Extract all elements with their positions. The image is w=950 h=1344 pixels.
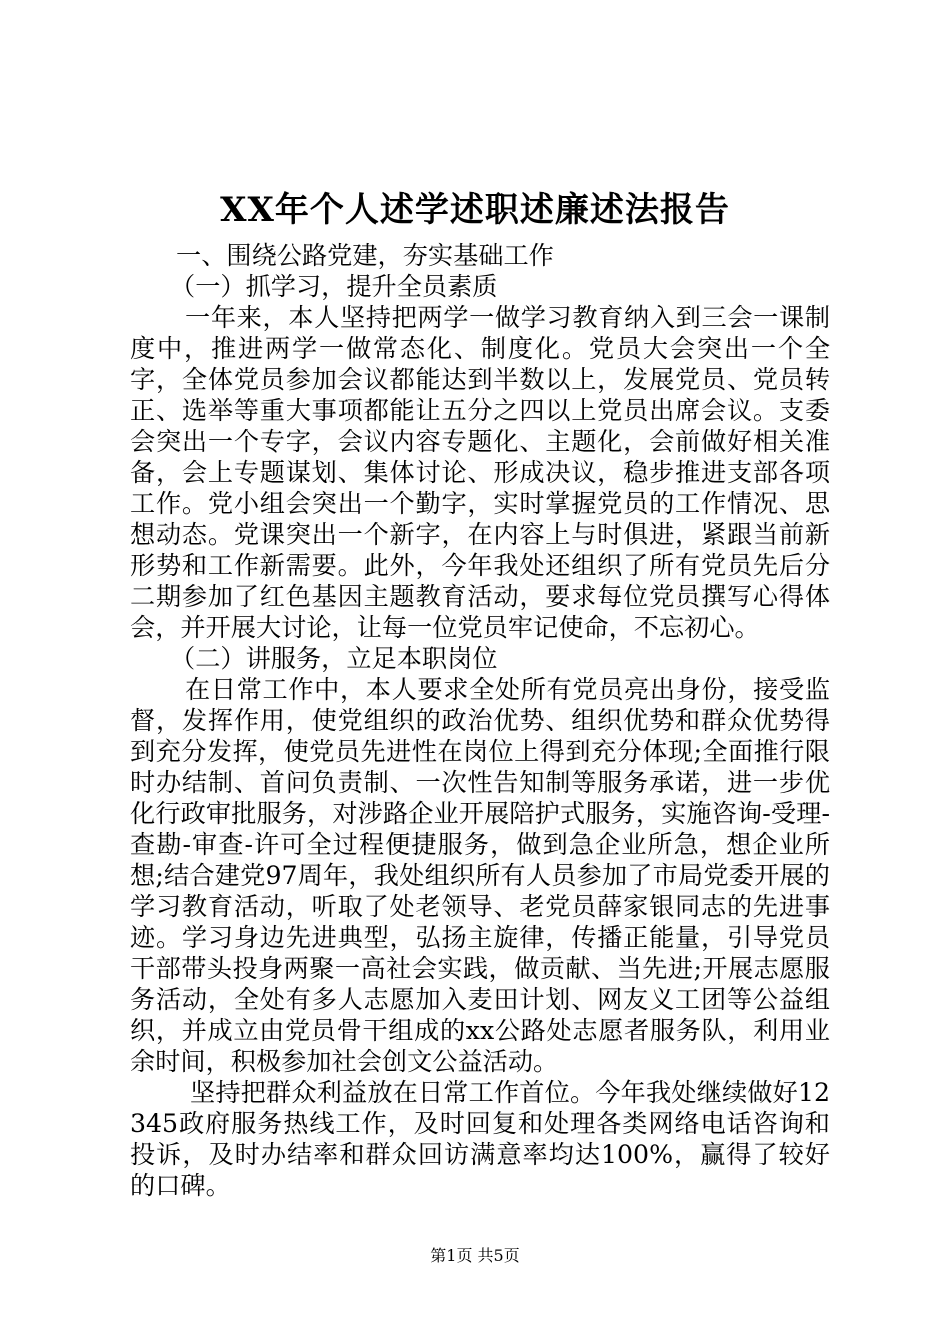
- paragraph-1: 一年来，本人坚持把两学一做学习教育纳入到三会一课制度中，推进两学一做常态化、制度化。党员大会突出一个全字，全体党员参加会议都能达到半数以上，发展党员、党员转正、选举等重大事项都能让五分之四以上党员出席会议。支委会突出一个专字，会议内容专题化、主题化，会前做好相关准备，会上专题谋划、集体讨论、形成决议，稳步推进支部各项工作。党小组会突出一个勤字，实时掌握党员的工作情况、思想动态。党课突出一个新字，在内容上与时俱进，紧跟当前新形势和工作新需要。此外，今年我处还组织了所有党员先后分二期参加了红色基因主题教育活动，要求每位党员撰写心得体会，并开展大讨论，让每一位党员牢记使命，不忘初心。: [130, 303, 830, 642]
- paragraph-2: 在日常工作中，本人要求全处所有党员亮出身份，接受监督，发挥作用，使党组织的政治优势、组织优势和群众优势得到充分发挥，使党员先进性在岗位上得到充分体现;全面推行限时办结制、首问负责制、一次性告知制等服务承诺，进一步优化行政审批服务，对涉路企业开展陪护式服务，实施咨询-受理-查勘-审查-许可全过程便捷服务，做到急企业所急，想企业所想;结合建党97周年，我处组织所有人员参加了市局党委开展的学习教育活动，听取了处老领导、老党员薛家银同志的先进事迹。学习身边先进典型，弘扬主旋律，传播正能量，引导党员干部带头投身两聚一高社会实践，做贡献、当先进;开展志愿服务活动，全处有多人志愿加入麦田计划、网友义工团等公益组织，并成立由党员骨干组成的xx公路处志愿者服务队，利用业余时间，积极参加社会创文公益活动。: [130, 675, 830, 1076]
- section-heading-1: 一、围绕公路党建，夯实基础工作: [176, 241, 554, 270]
- document-title: XX年个人述学述职述廉述法报告: [220, 190, 730, 230]
- subsection-heading-1: （一）抓学习，提升全员素质: [170, 272, 498, 301]
- subsection-heading-2: （二）讲服务，立足本职岗位: [170, 644, 498, 673]
- document-body: [130, 240, 830, 1201]
- page-footer: 第1页 共5页: [430, 1246, 520, 1265]
- paragraph-3: 坚持把群众利益放在日常工作首位。今年我处继续做好12345政府服务热线工作，及时回复和处理各类网络电话咨询和投诉，及时办结率和群众回访满意率均达100%，赢得了较好的口碑。: [130, 1078, 830, 1200]
